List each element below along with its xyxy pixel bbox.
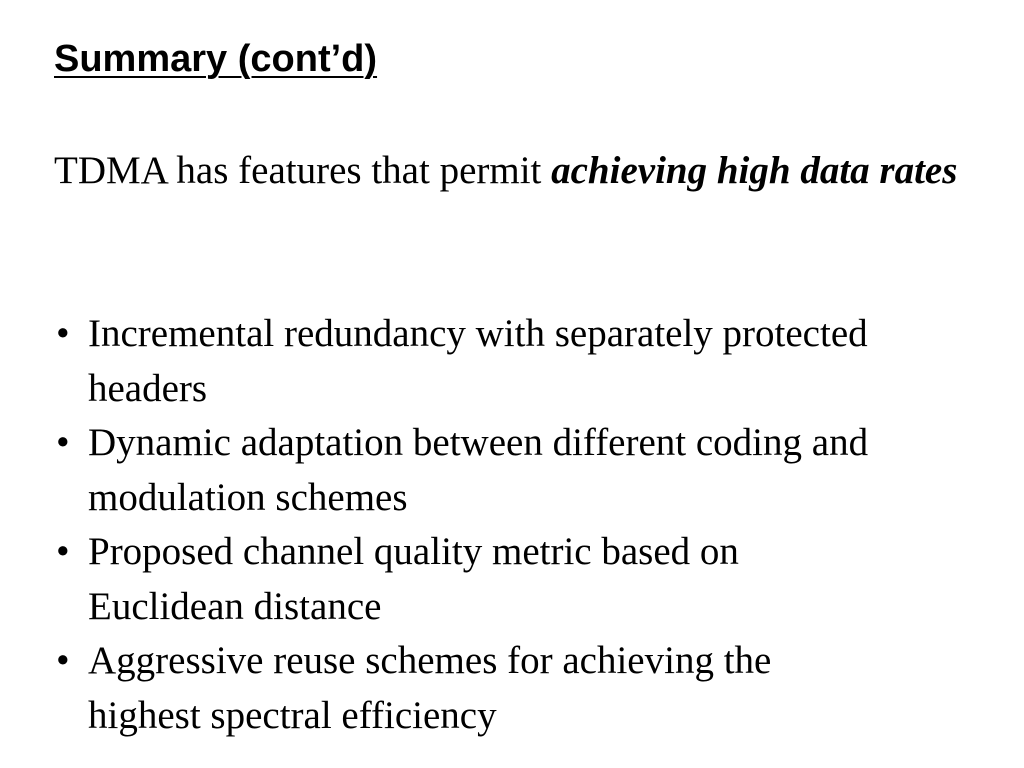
bullet-item xyxy=(54,307,1004,416)
bullet-icon: • xyxy=(56,421,70,464)
slide-title: Summary (cont’d) xyxy=(54,38,378,80)
bullet-icon: • xyxy=(56,530,70,573)
bullet-line: modulation schemes xyxy=(88,475,408,519)
bullet-line: Incremental redundancy with separately protected xyxy=(88,312,868,355)
bullet-line: Euclidean distance xyxy=(88,584,382,628)
intro-text: TDMA has features that permit xyxy=(54,149,552,192)
bullet-line: headers xyxy=(88,366,208,410)
intro-paragraph xyxy=(54,143,1014,198)
bullet-item xyxy=(54,634,1004,743)
bullet-line: highest spectral efficiency xyxy=(88,693,497,737)
bullet-icon: • xyxy=(56,312,70,355)
bullet-line: Proposed channel quality metric based on xyxy=(88,530,739,573)
intro-emphasis: achieving high data rates xyxy=(551,149,958,192)
bullet-item xyxy=(54,416,1004,525)
bullet-icon: • xyxy=(56,639,70,682)
bullet-list xyxy=(54,307,1004,743)
bullet-line: Aggressive reuse schemes for achieving the xyxy=(88,639,772,682)
bullet-line: Dynamic adaptation between different coding and xyxy=(88,421,869,464)
bullet-item xyxy=(54,525,1004,634)
